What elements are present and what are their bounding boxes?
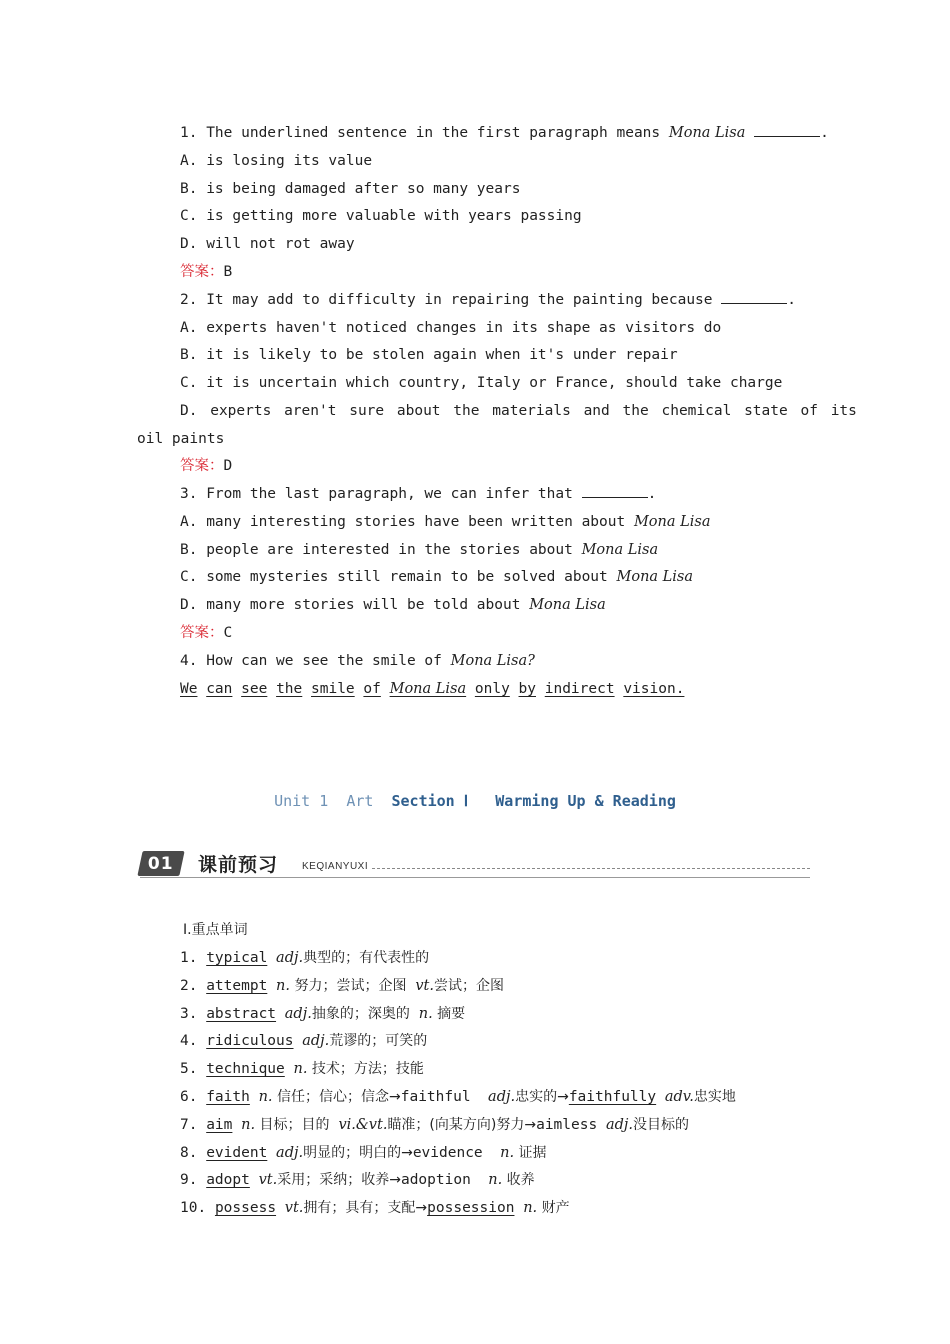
q2-option-d-wrap: oil paints bbox=[137, 431, 225, 447]
answer-label: 答案： bbox=[180, 264, 224, 280]
q2-option-c: C. it is uncertain which country, Italy or France, should take charge bbox=[180, 375, 783, 391]
q2-option-d-word: its bbox=[830, 403, 857, 419]
q4-stem-text: 4. How can we see the smile of bbox=[180, 653, 451, 669]
vocab-word: ridiculous bbox=[206, 1033, 294, 1049]
art-label: Art bbox=[346, 792, 374, 810]
q3-option-d bbox=[180, 595, 606, 615]
definition: 财产 bbox=[537, 1200, 570, 1216]
definition: 尝试；企图 bbox=[434, 978, 504, 994]
vocab-item bbox=[180, 1031, 427, 1051]
q4-answer-word: only bbox=[474, 681, 510, 697]
q4-stem bbox=[180, 651, 535, 671]
vocab-item bbox=[180, 948, 429, 968]
vocab-number: 10. bbox=[180, 1200, 207, 1216]
vocab-word: evident bbox=[206, 1145, 268, 1161]
definition: 摘要 bbox=[432, 1006, 466, 1022]
q2-option-d-word: about bbox=[396, 403, 441, 419]
vocab-word: attempt bbox=[206, 978, 268, 994]
definition: 证据 bbox=[514, 1145, 547, 1161]
part-of-speech: n. bbox=[488, 1172, 503, 1188]
vocab-item bbox=[180, 1004, 465, 1024]
q4-answer-word: We bbox=[180, 681, 198, 697]
q4-answer bbox=[180, 679, 684, 699]
part-of-speech: adj. bbox=[488, 1089, 516, 1105]
vocab-item bbox=[180, 1170, 535, 1190]
banner-divider bbox=[372, 868, 810, 869]
part-of-speech: n. bbox=[500, 1145, 515, 1161]
vocab-number: 4. bbox=[180, 1033, 198, 1049]
part-of-speech: n. bbox=[276, 978, 290, 994]
vocab-number: 6. bbox=[180, 1089, 198, 1105]
q2-option-a: A. experts haven't noticed changes in its shape as visitors do bbox=[180, 320, 722, 336]
answer-label: 答案： bbox=[180, 458, 224, 474]
vocab-word: typical bbox=[206, 950, 268, 966]
derived-word bbox=[250, 1089, 259, 1105]
derived-word: possession bbox=[427, 1200, 515, 1216]
definition: 信任；信心；信念→ bbox=[272, 1089, 401, 1105]
definition: 明显的；明白的→ bbox=[303, 1145, 413, 1161]
option-text: D. many more stories will be told about bbox=[180, 597, 530, 613]
part-of-speech: n. bbox=[241, 1117, 256, 1133]
definition: 采用；采纳；收养→ bbox=[277, 1172, 401, 1188]
vocab-item bbox=[180, 976, 504, 996]
section-title bbox=[0, 792, 950, 810]
q4-answer-word: see bbox=[241, 681, 268, 697]
q1-stem-italic: Mona Lisa bbox=[668, 125, 746, 141]
q2-option-d-word: chemical bbox=[661, 403, 732, 419]
derived-word bbox=[267, 950, 276, 966]
definition: 拥有；具有；支配→ bbox=[303, 1200, 428, 1216]
section-label: Section Ⅰ bbox=[391, 792, 469, 810]
badge-number: 01 bbox=[148, 853, 174, 874]
derived-word bbox=[276, 1200, 285, 1216]
part-of-speech: vt. bbox=[284, 1200, 304, 1216]
banner-underline bbox=[140, 877, 810, 878]
q4-answer-word: vision. bbox=[623, 681, 685, 697]
q3-option-b bbox=[180, 540, 658, 560]
q2-option-d-word: the bbox=[622, 403, 649, 419]
definition: 技术；方法；技能 bbox=[307, 1061, 424, 1077]
part-of-speech: adj. bbox=[605, 1117, 633, 1133]
definition: 忠实的→ bbox=[515, 1089, 569, 1105]
vocab-item bbox=[180, 1115, 689, 1135]
derived-word: faithful bbox=[400, 1089, 489, 1105]
part-of-speech: vt. bbox=[258, 1172, 278, 1188]
q1-answer bbox=[180, 262, 232, 282]
q2-option-d-word: of bbox=[800, 403, 818, 419]
option-text: B. people are interested in the stories about bbox=[180, 542, 582, 558]
derived-word bbox=[267, 978, 276, 994]
q2-answer bbox=[180, 456, 232, 476]
answer-value: D bbox=[223, 458, 233, 474]
derived-word bbox=[276, 1006, 285, 1022]
q4-answer-word: of bbox=[363, 681, 381, 697]
answer-blank bbox=[582, 485, 648, 498]
derived-word: faithfully bbox=[568, 1089, 657, 1105]
part-of-speech: adj. bbox=[276, 950, 304, 966]
q1-stem-end: . bbox=[820, 125, 829, 141]
part-of-speech: adj. bbox=[276, 1145, 304, 1161]
q2-option-d-word: state bbox=[744, 403, 788, 419]
q1-stem bbox=[180, 123, 829, 143]
option-text: A. many interesting stories have been written about bbox=[180, 514, 634, 530]
definition: 忠实地 bbox=[693, 1089, 736, 1105]
vocab-word: possess bbox=[214, 1200, 277, 1216]
q2-option-d-word: and bbox=[583, 403, 610, 419]
definition: 荒谬的；可笑的 bbox=[329, 1033, 428, 1049]
q2-option-d-word: sure bbox=[349, 403, 385, 419]
derived-word bbox=[514, 1200, 523, 1216]
q4-answer-italic: Mona Lisa bbox=[389, 681, 467, 697]
preview-banner bbox=[140, 848, 810, 880]
vocab-number: 8. bbox=[180, 1145, 198, 1161]
q1-option-b: B. is being damaged after so many years bbox=[180, 181, 521, 197]
definition: 努力；尝试；企图 bbox=[290, 978, 416, 994]
option-italic: Mona Lisa bbox=[529, 597, 606, 613]
part-of-speech: n. bbox=[418, 1006, 433, 1022]
answer-blank bbox=[754, 124, 820, 137]
vocab-word: faith bbox=[206, 1089, 250, 1105]
q3-stem-end: . bbox=[647, 486, 657, 502]
derived-word bbox=[294, 1033, 303, 1049]
q2-option-b: B. it is likely to be stolen again when it's under repair bbox=[180, 347, 678, 363]
part-of-speech: vt. bbox=[415, 978, 434, 994]
q2-option-d-word: experts bbox=[210, 403, 272, 419]
q1-option-d: D. will not rot away bbox=[180, 236, 355, 252]
banner-pinyin: KEQIANYUXI bbox=[302, 861, 369, 872]
section-number-badge bbox=[137, 851, 184, 876]
definition: 收养 bbox=[502, 1172, 535, 1188]
part-of-speech: n. bbox=[258, 1089, 273, 1105]
vocab-item bbox=[180, 1198, 570, 1218]
q4-answer-word: can bbox=[206, 681, 233, 697]
vocab-word: abstract bbox=[206, 1006, 277, 1022]
part-of-speech: adj. bbox=[302, 1033, 330, 1049]
vocab-number: 3. bbox=[180, 1006, 198, 1022]
q2-option-d-word: D. bbox=[180, 403, 198, 419]
derived-word: evidence bbox=[412, 1145, 501, 1161]
q2-option-d-word: the bbox=[453, 403, 480, 419]
q2-stem-end: . bbox=[787, 292, 796, 308]
derived-word bbox=[285, 1061, 294, 1077]
vocab-number: 2. bbox=[180, 978, 198, 994]
answer-blank bbox=[721, 291, 787, 304]
vocab-number: 9. bbox=[180, 1172, 198, 1188]
q1-option-c: C. is getting more valuable with years passing bbox=[180, 208, 582, 224]
definition: 目标；目的 bbox=[255, 1117, 339, 1133]
q1-option-a: A. is losing its value bbox=[180, 153, 373, 169]
answer-value: B bbox=[223, 264, 233, 280]
unit-label: Unit 1 bbox=[274, 792, 329, 810]
option-italic: Mona Lisa bbox=[616, 569, 694, 585]
section-name: Warming Up & Reading bbox=[495, 792, 676, 810]
answer-value: C bbox=[223, 625, 233, 641]
derived-word bbox=[232, 1117, 241, 1133]
vocab-item bbox=[180, 1059, 424, 1079]
q4-answer-word: the bbox=[276, 681, 303, 697]
definition: 瞄准；(向某方向)努力→ bbox=[387, 1117, 537, 1133]
q3-answer bbox=[180, 623, 232, 643]
vocab-word: technique bbox=[206, 1061, 285, 1077]
option-text: C. some mysteries still remain to be solved about bbox=[180, 569, 617, 585]
part-of-speech: adj. bbox=[284, 1006, 312, 1022]
q3-stem-text: 3. From the last paragraph, we can infer that bbox=[180, 486, 582, 502]
part-of-speech: vi.&vt. bbox=[338, 1117, 388, 1133]
q3-option-a bbox=[180, 512, 710, 532]
definition: 没目标的 bbox=[632, 1117, 689, 1133]
vocab-number: 1. bbox=[180, 950, 198, 966]
derived-word: aimless bbox=[536, 1117, 606, 1133]
answer-label: 答案： bbox=[180, 625, 224, 641]
part-of-speech: adv. bbox=[664, 1089, 694, 1105]
vocab-item bbox=[180, 1087, 736, 1107]
option-italic: Mona Lisa bbox=[581, 542, 659, 558]
definition: 抽象的；深奥的 bbox=[311, 1006, 419, 1022]
q2-option-d bbox=[180, 401, 857, 421]
option-italic: Mona Lisa bbox=[633, 514, 711, 530]
q3-stem bbox=[180, 484, 656, 504]
banner-title: 课前预习 bbox=[198, 854, 279, 876]
derived-word bbox=[250, 1172, 259, 1188]
derived-word bbox=[267, 1145, 276, 1161]
vocab-number: 5. bbox=[180, 1061, 198, 1077]
q3-option-c bbox=[180, 567, 693, 587]
q4-answer-word: indirect bbox=[544, 681, 615, 697]
vocab-heading: Ⅰ.重点单词 bbox=[183, 922, 248, 938]
vocab-number: 7. bbox=[180, 1117, 198, 1133]
part-of-speech: n. bbox=[293, 1061, 308, 1077]
part-of-speech: n. bbox=[523, 1200, 538, 1216]
derived-word: adoption bbox=[400, 1172, 489, 1188]
q1-stem-text: 1. The underlined sentence in the first paragraph means bbox=[180, 125, 669, 141]
q4-stem-italic: Mona Lisa? bbox=[450, 653, 535, 669]
q2-stem bbox=[180, 290, 796, 310]
vocab-word: adopt bbox=[206, 1172, 250, 1188]
q2-option-d-word: materials bbox=[492, 403, 571, 419]
q2-stem-text: 2. It may add to difficulty in repairing the painting because bbox=[180, 292, 722, 308]
derived-word bbox=[656, 1089, 665, 1105]
definition: 典型的；有代表性的 bbox=[303, 950, 430, 966]
vocab-item bbox=[180, 1143, 547, 1163]
vocab-word: aim bbox=[206, 1117, 233, 1133]
q4-answer-word: by bbox=[518, 681, 536, 697]
q2-option-d-word: aren't bbox=[284, 403, 337, 419]
q4-answer-word: smile bbox=[311, 681, 355, 697]
